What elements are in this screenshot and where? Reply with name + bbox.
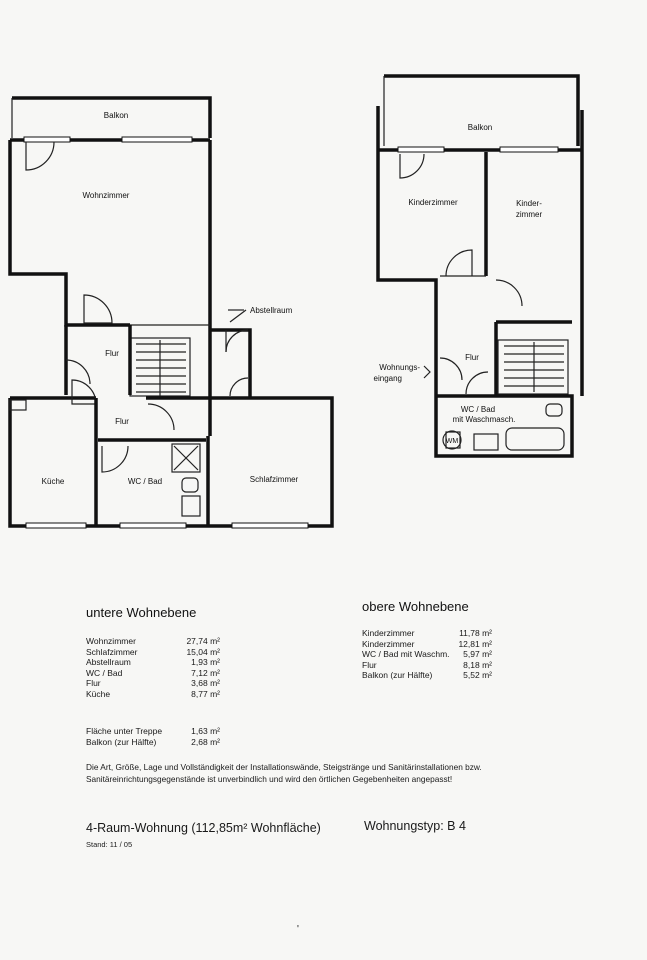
room-area: 8,77 m² — [191, 688, 220, 699]
room-area: 27,74 m² — [186, 636, 220, 646]
room-label-upper-flur: Flur — [465, 353, 479, 362]
upper-level-title: obere Wohnebene — [362, 599, 469, 614]
area-row — [86, 657, 220, 668]
room-label-kueche: Küche — [41, 477, 65, 486]
disclaimer-note: Die Art, Größe, Lage und Vollständigkeit der Installationswände, Steigstränge und Sanitärinstallationen bzw. Sanitäreinrichtungsgegenstände ist unverbindlich und wird den örtlichen Gegebenheiten angepasst! — [86, 762, 482, 784]
room-label-wohnungseingang-line1: Wohnungs- — [379, 363, 420, 372]
upper-area-list — [362, 628, 492, 681]
room-area: 15,04 m² — [186, 646, 220, 657]
room-label-upper-wc-line1: WC / Bad — [460, 405, 496, 414]
lower-extra-list — [86, 726, 220, 747]
apartment-summary: 4-Raum-Wohnung (112,85m² Wohnfläche) — [86, 821, 321, 835]
apartment-type: Wohnungstyp: B 4 — [364, 819, 466, 833]
room-label-upper-wc-line2: mit Waschmasch. — [452, 415, 516, 424]
room-name: WC / Bad — [86, 667, 123, 678]
lower-area-list — [86, 636, 220, 700]
area-row — [362, 649, 492, 660]
room-area: 2,68 m² — [191, 736, 220, 747]
room-label-kinderzimmer-2-line2: zimmer — [515, 210, 543, 219]
room-area: 1,93 m² — [191, 657, 220, 668]
room-label-lower-balkon: Balkon — [103, 111, 129, 120]
area-row — [86, 668, 220, 679]
room-name: Kinderzimmer — [362, 628, 415, 638]
room-name: Wohnzimmer — [86, 636, 136, 646]
room-label-wc-bad: WC / Bad — [127, 477, 163, 486]
room-area: 5,97 m² — [463, 649, 492, 660]
area-row — [86, 678, 220, 689]
room-name: Balkon (zur Hälfte) — [86, 736, 157, 747]
area-row — [86, 636, 220, 647]
upper-floor-plan — [378, 76, 582, 456]
room-name: Abstellraum — [86, 657, 131, 668]
room-area: 3,68 m² — [191, 678, 220, 689]
area-row — [362, 660, 492, 671]
lower-level-title: untere Wohnebene — [86, 605, 197, 620]
washing-machine-label: WM — [445, 438, 459, 445]
room-label-upper-balkon: Balkon — [467, 123, 493, 132]
area-row — [86, 689, 220, 700]
revision-date: Stand: 11 / 05 — [86, 840, 133, 849]
room-name: Flur — [86, 678, 101, 689]
room-label-lower-flur-1: Flur — [105, 349, 119, 358]
room-name: Flur — [362, 659, 377, 670]
room-name: Küche — [86, 688, 111, 699]
room-label-kinderzimmer-1: Kinderzimmer — [408, 198, 458, 207]
page-mark: ' — [297, 924, 299, 935]
room-label-wohnzimmer: Wohnzimmer — [82, 191, 130, 200]
room-name: Balkon (zur Hälfte) — [362, 670, 433, 681]
room-label-lower-flur-2: Flur — [115, 417, 129, 426]
room-area: 5,52 m² — [463, 670, 492, 681]
room-name: WC / Bad mit Waschm. — [362, 649, 450, 660]
area-row — [362, 628, 492, 639]
area-row — [362, 639, 492, 650]
room-label-abstellraum: Abstellraum — [250, 306, 293, 315]
area-row — [362, 670, 492, 681]
area-row — [86, 726, 220, 737]
room-label-kinderzimmer-2-line1: Kinder- — [516, 199, 542, 208]
area-row — [86, 737, 220, 748]
room-area: 11,78 m² — [459, 628, 492, 638]
room-name: Kinderzimmer — [362, 638, 415, 649]
room-name: Fläche unter Treppe — [86, 726, 163, 736]
room-area: 1,63 m² — [191, 726, 220, 736]
room-label-schlafzimmer: Schlafzimmer — [249, 475, 299, 484]
room-area: 12,81 m² — [458, 638, 492, 649]
room-name: Schlafzimmer — [86, 646, 138, 657]
room-area: 8,18 m² — [463, 659, 492, 670]
room-label-wohnungseingang-line2: eingang — [373, 374, 402, 383]
area-row — [86, 647, 220, 658]
room-area: 7,12 m² — [191, 667, 220, 678]
